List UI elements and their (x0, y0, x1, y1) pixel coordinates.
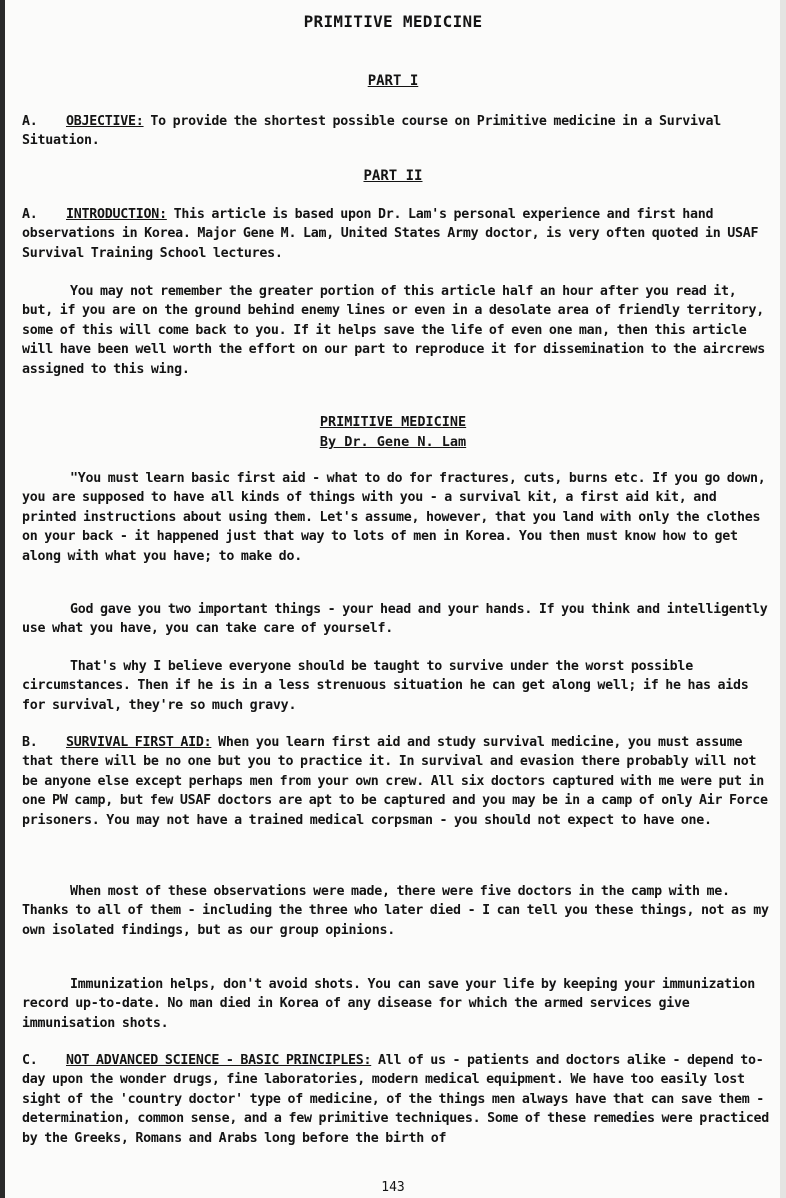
survival-first-aid-section (22, 733, 772, 830)
introduction-paragraph-2 (22, 282, 772, 379)
basic-principles-title: NOT ADVANCED SCIENCE - BASIC PRINCIPLES: (66, 1053, 372, 1068)
article-paragraph-5 (22, 882, 772, 940)
paragraph-text: Immunization helps, don't avoid shots. You can save your life by keeping your immunization record up-to-date. No man died in Korea of any disease for which the armed services give immunisation shots. (22, 977, 755, 1031)
part-1-heading: PART I (367, 73, 419, 89)
paragraph-text: When most of these observations were made, there were five doctors in the camp with me. Thanks to all of them - including the three who later died - I can tell you these things, not as my own isolated findings, but as our group opinions. (22, 884, 769, 938)
paragraph-text: God gave you two important things - your head and your hands. If you think and intelligently use what you have, you can take care of yourself. (22, 602, 768, 637)
introduction-section (22, 205, 772, 263)
article-paragraph-6 (22, 975, 772, 1033)
article-byline: By Dr. Gene N. Lam (319, 434, 467, 450)
article-title: PRIMITIVE MEDICINE (319, 414, 467, 430)
page-number: 143 (381, 1180, 405, 1195)
article-paragraph-2 (22, 600, 772, 639)
part-2-heading: PART II (363, 168, 423, 184)
survival-first-aid-title: SURVIVAL FIRST AID: (66, 735, 212, 750)
paragraph-text: That's why I believe everyone should be taught to survive under the worst possible circumstances. Then if he is in a less strenuous situation he can get along well; if he has aids for survival, they're so much gravy. (22, 659, 749, 713)
basic-principles-section (22, 1051, 772, 1148)
introduction-text: This article is based upon Dr. Lam's personal experience and first hand observations in Korea. Major Gene M. Lam, United States Army doctor, is very often quoted in USAF Survival Training School lectures. (22, 207, 759, 261)
section-c-label: C. (22, 1053, 38, 1068)
article-paragraph-3 (22, 657, 772, 715)
article-header (0, 412, 786, 452)
article-paragraph-1 (22, 469, 772, 566)
introduction-title: INTRODUCTION: (66, 207, 167, 222)
objective-section (22, 112, 772, 151)
section-a-label: A. (22, 114, 38, 129)
section-a-label-2: A. (22, 207, 38, 222)
document-title: PRIMITIVE MEDICINE (303, 12, 483, 31)
paragraph-text: You may not remember the greater portion of this article half an hour after you read it, but, if you are on the ground behind enemy lines or even in a desolate area of friendly territory, some of this will come back to you. If it helps save the life of even one man, then this article will have been well worth the effort on our part to reproduce it for dissemination to the aircrews assigned to this wing. (22, 284, 766, 377)
objective-text: To provide the shortest possible course on Primitive medicine in a Survival Situation. (22, 114, 721, 149)
objective-title: OBJECTIVE: (66, 114, 144, 129)
survival-first-aid-text: When you learn first aid and study survival medicine, you must assume that there will be no one but you to practice it. In survival and evasion there probably will not be anyone else except perhaps men from your own crew. All six doctors captured with me were put in one PW camp, but few USAF doctors are apt to be captured and you may be in a camp of only Air Force prisoners. You may not have a trained medical corpsman - you should not expect to have one. (22, 735, 768, 828)
basic-principles-text: All of us - patients and doctors alike - depend to-day upon the wonder drugs, fine laboratories, modern medical equipment. We have too easily lost sight of the 'country doctor' type of medicine, of the things men always have that can save them - determination, common sense, and a few primitive techniques. Some of these remedies were practiced by the Greeks, Romans and Arabs long before the birth of (22, 1053, 770, 1146)
section-b-label: B. (22, 735, 38, 750)
paragraph-text: "You must learn basic first aid - what to do for fractures, cuts, burns etc. If you go down, you are supposed to have all kinds of things with you - a survival kit, a first aid kit, and printed instructions about using them. Let's assume, however, that you land with only the clothes on your back - it happened just that way to lots of men in Korea. You then must know how to get along with what you have; to make do. (22, 471, 766, 564)
